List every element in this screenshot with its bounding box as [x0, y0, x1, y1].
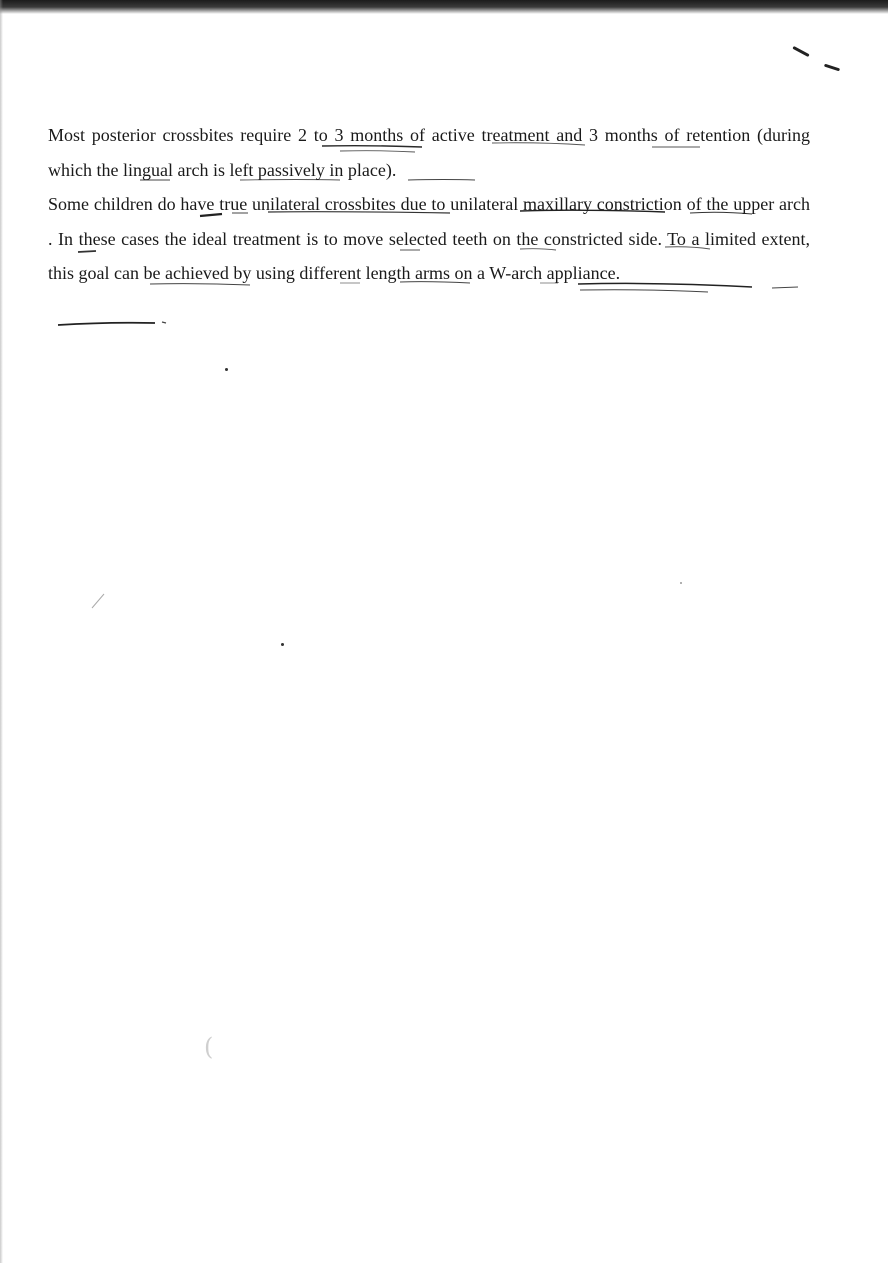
underline	[58, 323, 155, 325]
stray-mark	[92, 594, 104, 608]
paragraph-unilateral-crossbite: Some children do have true unilateral crossbites due to unilateral maxillary constriction of the upper arch . In these cases the ideal treatment is to move selected teeth on the constricted side. To a limited extent, this goal can be achieved by using different length arms on a W-arch appliance.	[48, 194, 810, 283]
faint-parenthesis-mark: (	[204, 1033, 214, 1061]
paragraph-crossbite-duration: Most posterior crossbites require 2 to 3 months of active treatment and 3 months of retention (during which the lingual arch is left passively in place).	[48, 125, 810, 180]
underline	[162, 322, 166, 323]
document-body	[48, 118, 810, 291]
